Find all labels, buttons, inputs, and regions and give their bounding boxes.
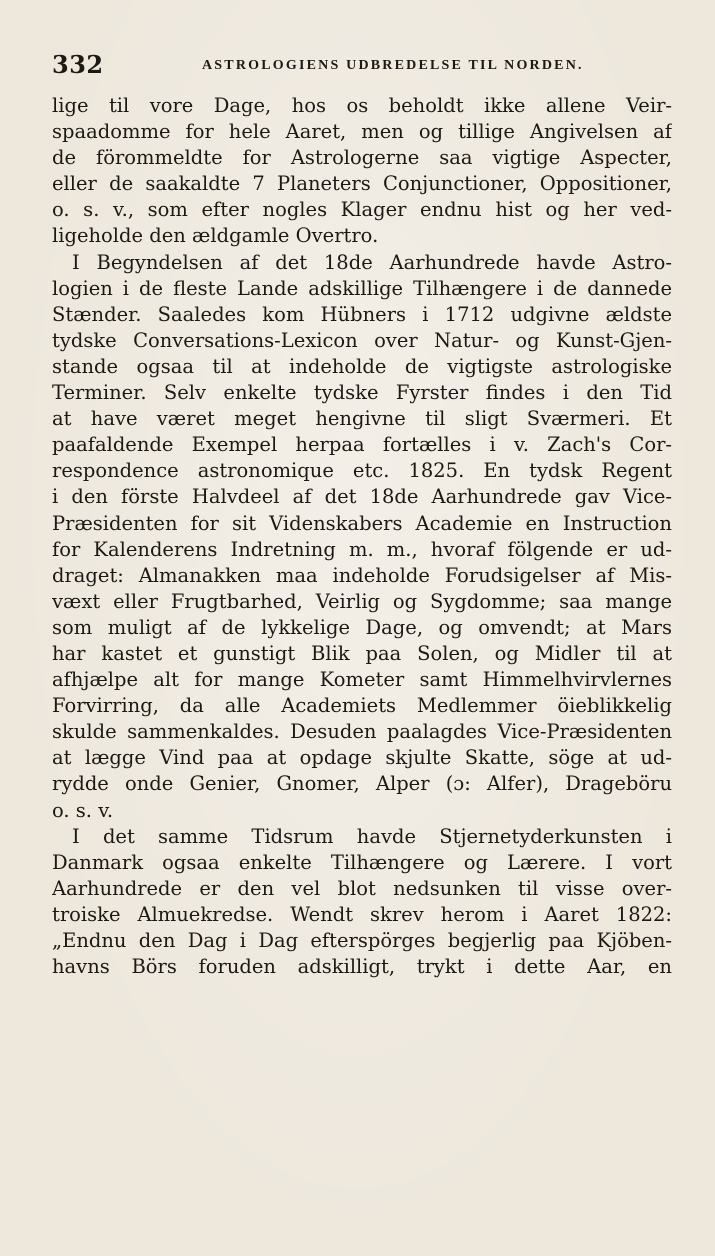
running-head-title: ASTROLOGIENS UDBREDELSE TIL NORDEN. (202, 58, 584, 73)
text-line: „Endnu den Dag i Dag efterspörges begjerlig paa Kjöben- (52, 929, 672, 952)
text-line: skulde sammenkaldes. Desuden paalagdes Vice-Præsidenten (52, 720, 672, 744)
text-line: respondence astronomique etc. 1825. En tydsk Regent (52, 459, 672, 483)
text-line: at have været meget hengivne til sligt Sværmeri. Et (52, 407, 672, 431)
text-line: afhjælpe alt for mange Kometer samt Himmelhvirvlernes (52, 668, 672, 692)
text-line: Terminer. Selv enkelte tydske Fyrster findes i den Tid (52, 381, 672, 405)
text-line: Stænder. Saaledes kom Hübners i 1712 udgivne ældste (52, 302, 672, 326)
text-line: Danmark ogsaa enkelte Tilhængere og Lærere. I vort (52, 850, 672, 874)
text-line: logien i de fleste Lande adskillige Tilhængere i de dannede (52, 276, 672, 300)
paragraph-end-line: ligeholde den ældgamle Overtro. (52, 224, 379, 248)
text-line: troiske Almuekredse. Wendt skrev herom i Aaret 1822: (52, 902, 672, 926)
text-line: væxt eller Frugtbarhed, Veirlig og Sygdomme; saa mange (52, 589, 672, 613)
text-line: Præsidenten for sit Videnskabers Academie en Instruction (52, 511, 672, 535)
text-line: o. s. v., som efter nogles Klager endnu hist og her ved- (52, 198, 672, 222)
text-line: stande ogsaa til at indeholde de vigtigste astrologiske (52, 354, 672, 378)
text-line: eller de saakaldte 7 Planeters Conjunctioner, Oppositioner, (52, 172, 672, 196)
paragraph-end-line: o. s. v. (52, 798, 114, 822)
text-line: rydde onde Genier, Gnomer, Alper (ɔ: Alfer), Drageböru (52, 772, 672, 796)
running-head (52, 50, 672, 80)
text-line: draget: Almanakken maa indeholde Forudsigelser af Mis- (52, 563, 672, 587)
text-line: som muligt af de lykkelige Dage, og omvendt; at Mars (52, 615, 672, 639)
text-line: de förommeldte for Astrologerne saa vigtige Aspecter, (52, 146, 672, 170)
text-line: Forvirring, da alle Academiets Medlemmer öieblikkelig (52, 694, 672, 718)
text-line: lige til vore Dage, hos os beholdt ikke allene Veir- (52, 94, 672, 117)
text-line: har kastet et gunstigt Blik paa Solen, og Midler til at (52, 641, 672, 665)
text-line: at lægge Vind paa at opdage skjulte Skatte, söge at ud- (52, 746, 672, 770)
paragraph-start-line: I det samme Tidsrum havde Stjernetyderkunsten i (72, 824, 672, 848)
text-line: spaadomme for hele Aaret, men og tillige Angivelsen af (52, 120, 672, 144)
text-line: havns Börs foruden adskilligt, trykt i dette Aar, en (52, 955, 672, 979)
text-line: paafaldende Exempel herpaa fortælles i v. Zach's Cor- (52, 433, 672, 457)
paragraph-start-line: I Begyndelsen af det 18de Aarhundrede havde Astro- (72, 250, 672, 274)
page-number: 332 (52, 50, 104, 79)
body-text (52, 93, 672, 980)
text-line: tydske Conversations-Lexicon over Natur- og Kunst-Gjen- (52, 328, 672, 352)
text-line: i den förste Halvdeel af det 18de Aarhundrede gav Vice- (52, 485, 672, 509)
text-line: for Kalenderens Indretning m. m., hvoraf fölgende er ud- (52, 537, 672, 561)
text-line: Aarhundrede er den vel blot nedsunken til visse over- (52, 876, 672, 900)
